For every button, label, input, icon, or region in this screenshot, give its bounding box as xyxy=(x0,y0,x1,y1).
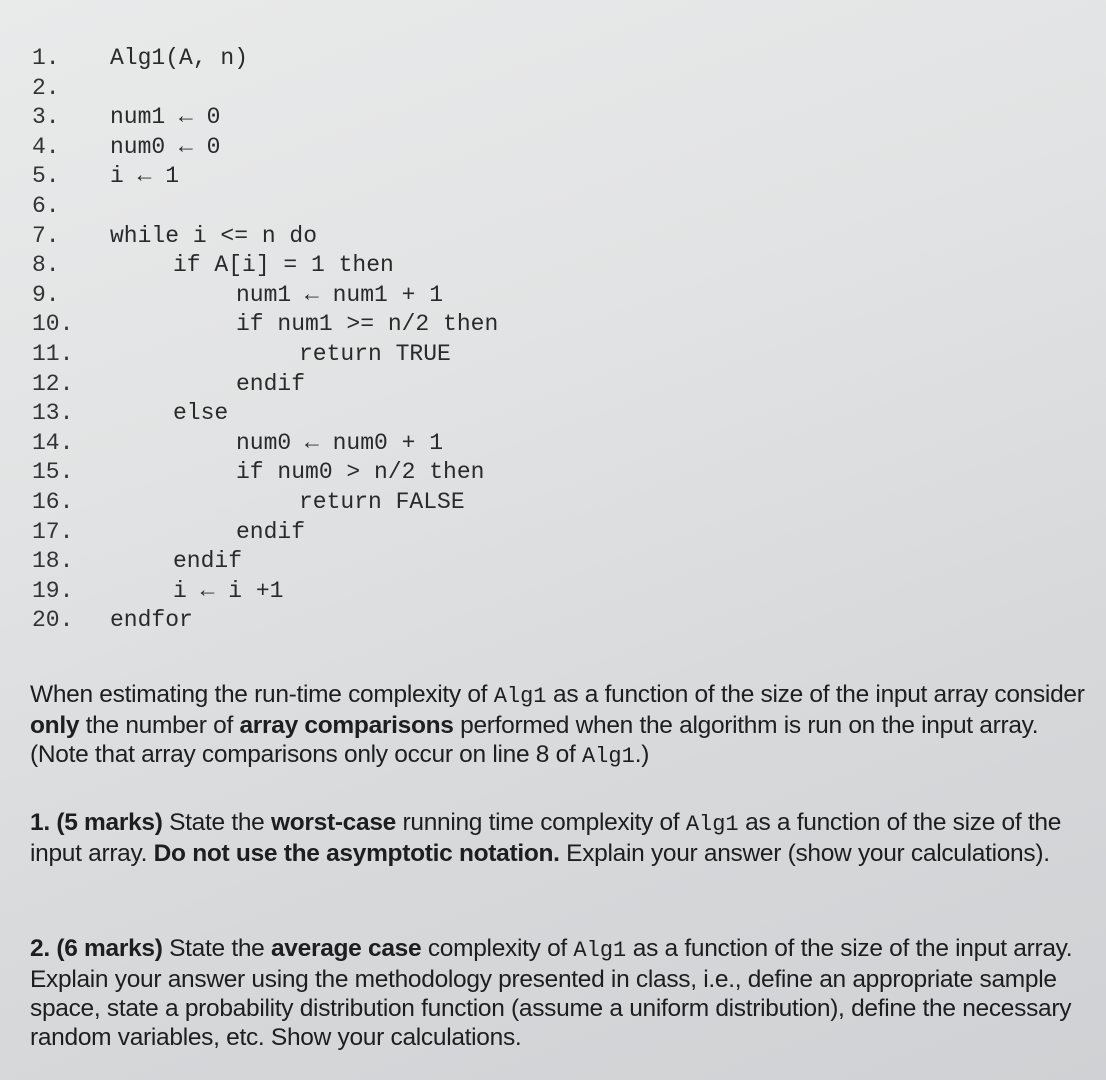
code-text: i ← i +1 xyxy=(173,577,284,604)
code-text: num1 ← num1 + 1 xyxy=(236,281,444,308)
line-number: 17. xyxy=(32,518,74,545)
line-number: 2. xyxy=(32,74,60,101)
line-number: 10. xyxy=(32,311,74,338)
line-number: 8. xyxy=(32,252,60,279)
code-text: Alg1(A, n) xyxy=(110,45,249,71)
code-text: endif xyxy=(236,370,306,397)
code-text: num1 ← 0 xyxy=(110,104,221,131)
code-text: if num1 >= n/2 then xyxy=(236,311,499,338)
line-number: 6. xyxy=(32,192,60,219)
intro-text: performed when the algorithm is run on the input array. (Note that array comparisons only occur on line 8 of xyxy=(30,712,1039,768)
line-number: 3. xyxy=(32,104,60,131)
line-number: 11. xyxy=(32,340,74,367)
intro-text: the number of xyxy=(79,712,240,739)
code-line xyxy=(32,222,498,252)
emphasis-text: worst-case xyxy=(270,809,396,836)
code-line xyxy=(32,547,498,577)
code-text: if num0 > n/2 then xyxy=(236,459,485,486)
pseudocode-block xyxy=(32,44,498,636)
code-line xyxy=(32,518,498,548)
code-line xyxy=(32,44,498,74)
question-1-marks: 1. (5 marks) xyxy=(30,809,163,836)
line-number: 1. xyxy=(32,45,60,71)
question-text: as a function of the size of the input array. Explain your answer using the methodology presented in class, i.e., define an appropriate sample space, state a probability distribution function (assume a uniform distribution), define the necessary random variables, etc. Show your calculations. xyxy=(30,935,1073,1051)
code-text: num0 ← num0 + 1 xyxy=(236,429,444,456)
line-number: 12. xyxy=(32,370,74,397)
algorithm-name: Alg1 xyxy=(573,938,627,963)
question-text: complexity of xyxy=(421,935,574,962)
intro-text: .) xyxy=(634,741,650,768)
question-2-marks: 2. (6 marks) xyxy=(30,935,163,962)
code-text: num0 ← 0 xyxy=(110,133,221,160)
code-text: return FALSE xyxy=(299,488,465,515)
code-line xyxy=(32,103,498,133)
code-text: else xyxy=(173,400,229,427)
code-text: endif xyxy=(236,518,306,545)
emphasis-text: only xyxy=(30,712,80,739)
code-line xyxy=(32,399,498,429)
line-number: 15. xyxy=(32,459,74,486)
question-2 xyxy=(30,934,1096,1052)
code-line xyxy=(32,577,498,607)
code-line xyxy=(32,340,498,370)
line-number: 4. xyxy=(32,133,60,160)
code-text: if A[i] = 1 then xyxy=(173,252,394,279)
code-line xyxy=(32,310,498,340)
code-line xyxy=(32,458,498,488)
question-text: State the xyxy=(162,809,271,836)
intro-text: When estimating the run-time complexity of xyxy=(30,681,494,708)
question-1 xyxy=(30,808,1096,868)
code-line xyxy=(32,281,498,311)
line-number: 9. xyxy=(32,281,60,308)
code-line xyxy=(32,370,498,400)
code-text: return TRUE xyxy=(299,340,451,367)
question-text: State the xyxy=(162,935,271,962)
algorithm-name: Alg1 xyxy=(581,744,635,769)
line-number: 20. xyxy=(32,607,74,634)
question-text: Explain your answer (show your calculations). xyxy=(559,840,1050,867)
code-line xyxy=(32,133,498,163)
emphasis-text: array comparisons xyxy=(239,712,454,739)
algorithm-name: Alg1 xyxy=(493,684,547,709)
code-text: endif xyxy=(173,548,243,575)
code-text: endfor xyxy=(110,607,193,634)
code-line xyxy=(32,162,498,192)
line-number: 14. xyxy=(32,429,74,456)
line-number: 13. xyxy=(32,400,74,427)
emphasis-text: average case xyxy=(270,935,422,962)
code-line xyxy=(32,429,498,459)
code-line xyxy=(32,488,498,518)
code-line xyxy=(32,74,498,104)
algorithm-name: Alg1 xyxy=(685,812,739,837)
line-number: 5. xyxy=(32,163,60,190)
code-text: while i <= n do xyxy=(110,222,318,249)
code-line xyxy=(32,606,498,636)
intro-paragraph xyxy=(30,680,1096,771)
code-text: i ← 1 xyxy=(110,163,180,190)
code-line xyxy=(32,251,498,281)
line-number: 16. xyxy=(32,488,74,515)
line-number: 7. xyxy=(32,222,60,249)
emphasis-text: Do not use the asymptotic notation. xyxy=(153,840,560,867)
question-text: as a function of the size of the input array. xyxy=(30,809,1062,867)
question-text: running time complexity of xyxy=(396,809,686,836)
line-number: 19. xyxy=(32,577,74,604)
intro-text: as a function of the size of the input array consider xyxy=(546,681,1085,708)
code-line xyxy=(32,192,498,222)
line-number: 18. xyxy=(32,548,74,575)
